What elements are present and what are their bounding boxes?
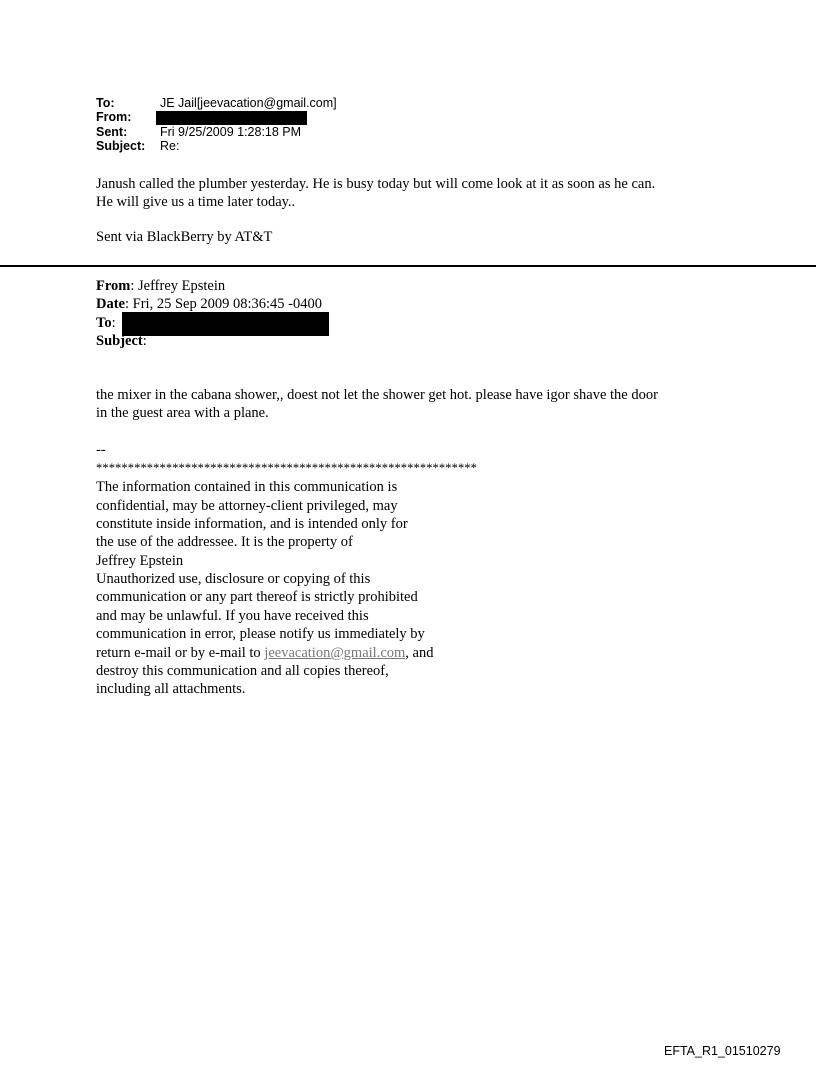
quoted-subject-value: : [142, 333, 147, 349]
disclaimer-line: destroy this communication and all copies thereof, [96, 663, 389, 679]
reply-signature: Sent via BlackBerry by AT&T [96, 229, 273, 245]
quoted-body-line-1: the mixer in the cabana shower,, doest not let the shower get hot. please have igor shave the door [96, 387, 658, 403]
redaction-box [122, 312, 329, 336]
quoted-subject-row [96, 332, 147, 350]
quoted-date-row [96, 295, 322, 313]
disclaimer-line: constitute inside information, and is intended only for [96, 516, 408, 532]
disclaimer-line: including all attachments. [96, 681, 246, 697]
reply-line-2: He will give us a time later today.. [96, 194, 296, 210]
signature-stars: ************************************************************ [96, 461, 477, 475]
disclaimer-line: Unauthorized use, disclosure or copying of this [96, 571, 371, 587]
disclaimer-line: The information contained in this communication is [96, 479, 398, 495]
quoted-from-label: From [96, 278, 131, 294]
subject-label: Subject: [96, 139, 146, 153]
sent-value: Fri 9/25/2009 1:28:18 PM [160, 125, 302, 139]
quoted-to-label: To [96, 315, 112, 331]
to-label: To: [96, 96, 115, 110]
quoted-date-value: : Fri, 25 Sep 2009 08:36:45 -0400 [125, 296, 322, 312]
return-prefix: return e-mail or by e-mail to [96, 645, 265, 661]
disclaimer-line: communication or any part thereof is strictly prohibited [96, 589, 418, 605]
disclaimer-line: confidential, may be attorney-client privileged, may [96, 498, 398, 514]
sent-label: Sent: [96, 125, 128, 139]
quoted-to-row [96, 314, 116, 332]
disclaimer-line: and may be unlawful. If you have received this [96, 608, 369, 624]
disclaimer-line: the use of the addressee. It is the property of [96, 534, 353, 550]
signature-dashes: -- [96, 442, 106, 458]
quoted-subject-label: Subject [96, 333, 143, 349]
redaction-box [156, 111, 307, 125]
email-link[interactable]: jeevacation@gmail.com [264, 645, 406, 661]
disclaimer-line: Jeffrey Epstein [96, 553, 184, 569]
subject-value: Re: [160, 139, 180, 153]
to-value: JE Jail[jeevacation@gmail.com] [160, 96, 337, 110]
disclaimer-line-with-link [96, 644, 433, 662]
reply-line-1: Janush called the plumber yesterday. He is busy today but will come look at it as soon as he can. [96, 176, 656, 192]
quoted-from-value: : Jeffrey Epstein [130, 278, 226, 294]
quoted-to-value: : [111, 315, 116, 331]
from-label: From: [96, 110, 132, 124]
quoted-date-label: Date [96, 296, 125, 312]
quoted-body-line-2: in the guest area with a plane. [96, 405, 269, 421]
return-suffix: , and [405, 645, 434, 661]
divider [0, 265, 816, 267]
quoted-from-row [96, 277, 225, 295]
disclaimer-line: communication in error, please notify us immediately by [96, 626, 425, 642]
document-id: EFTA_R1_01510279 [664, 1044, 781, 1058]
